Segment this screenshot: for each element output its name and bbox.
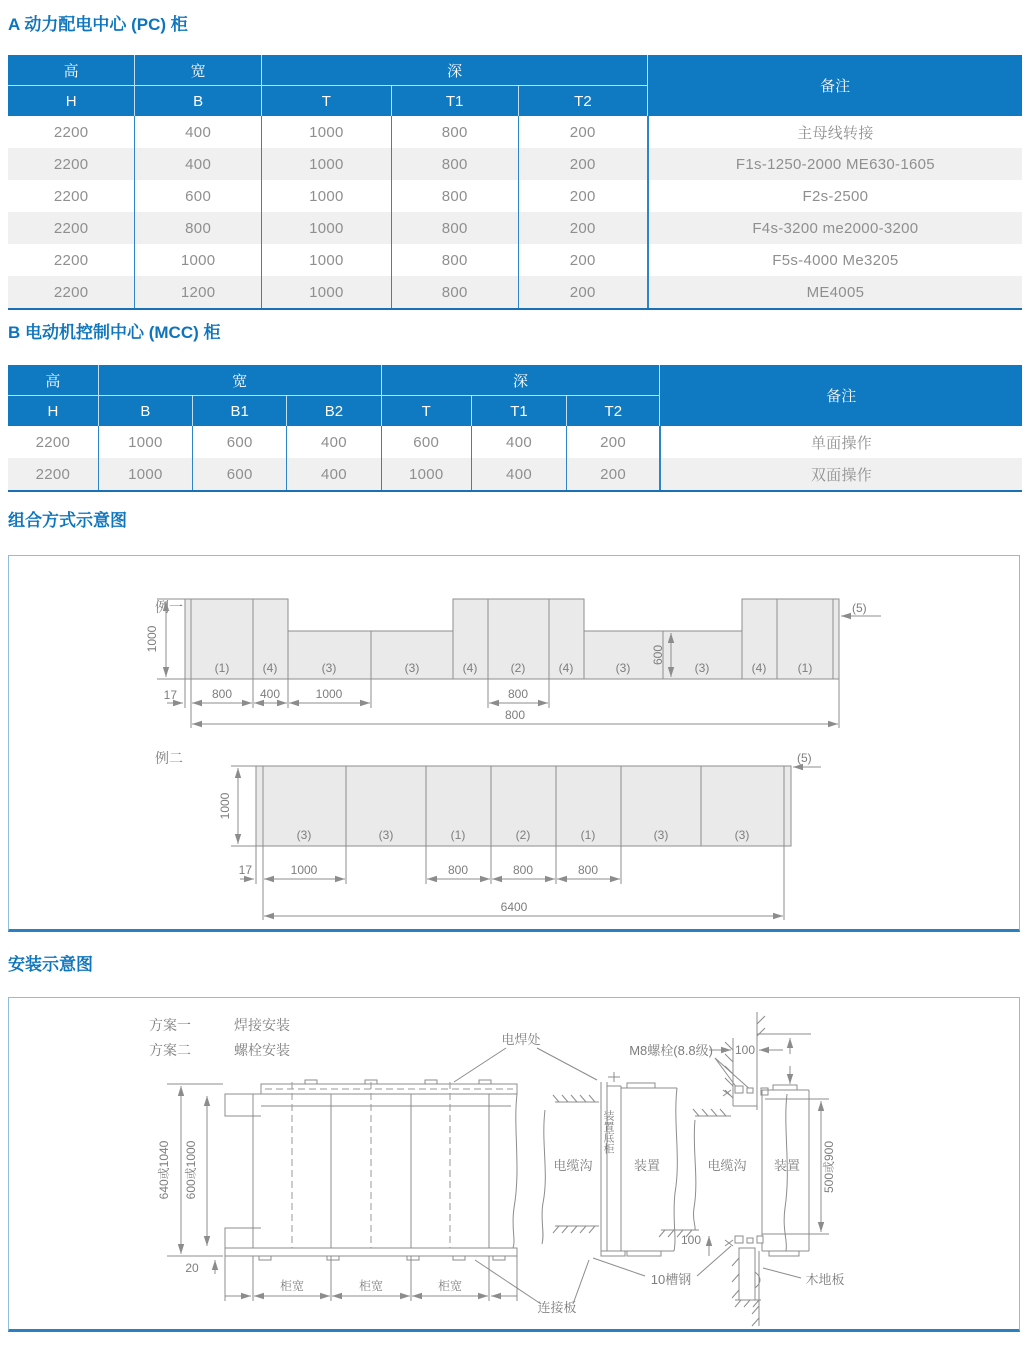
- col-subheader-h: H: [8, 86, 135, 117]
- section-a-title: A 动力配电中心 (PC) 柜: [8, 15, 188, 34]
- spec-cell: 800: [391, 276, 518, 309]
- dim-100-top: 100: [734, 1043, 756, 1057]
- spec-cell: 400: [287, 426, 381, 458]
- col-subheader-t: T: [262, 86, 392, 117]
- unit-label: (1): [450, 828, 466, 842]
- dim-label: 800: [447, 863, 469, 877]
- dim-total-label: 6400: [500, 900, 528, 914]
- spec-cell: 200: [518, 148, 648, 180]
- remark-cell: 双面操作: [660, 458, 1022, 491]
- unit-label: (3): [321, 661, 337, 675]
- table-row: [8, 276, 1022, 309]
- cable-trench-label: 电缆沟: [707, 1158, 747, 1173]
- spec-cell: 1000: [98, 458, 192, 491]
- example2-diagram: [155, 750, 821, 920]
- spec-cell: 400: [287, 458, 381, 491]
- device-label: 装置: [773, 1158, 801, 1173]
- spec-cell: 1000: [262, 212, 392, 244]
- dim-total-label: 800: [504, 708, 526, 722]
- table-row: [8, 148, 1022, 180]
- spec-cell: 2200: [8, 244, 135, 276]
- dim-mid-height-label: 600: [651, 644, 665, 666]
- device-label: 装置: [633, 1158, 661, 1173]
- spec-cell: 600: [193, 458, 287, 491]
- end-panel: [784, 766, 791, 846]
- unit-label: (1): [214, 661, 230, 675]
- wooden-floor-label: 木地板: [805, 1272, 845, 1287]
- spec-cell: 200: [567, 426, 660, 458]
- m8-bolt-label: M8螺栓(8.8级): [629, 1043, 713, 1058]
- end-panel-label: (5): [797, 751, 812, 765]
- table-row: [8, 116, 1022, 148]
- mcc-cabinet-table: [8, 365, 1022, 492]
- spec-cell: 600: [193, 426, 287, 458]
- col-header-width: 宽: [135, 55, 262, 86]
- spec-cell: 2200: [8, 458, 98, 491]
- col-subheader-b1: B1: [193, 396, 287, 427]
- spec-cell: 800: [391, 116, 518, 148]
- unit-label: (3): [615, 661, 631, 675]
- col-header-depth: 深: [262, 55, 648, 86]
- col-header-depth: 深: [381, 365, 660, 396]
- unit-label: (2): [515, 828, 531, 842]
- spec-cell: 2200: [8, 148, 135, 180]
- spec-cell: 1000: [262, 180, 392, 212]
- col-subheader-b: B: [98, 396, 192, 427]
- spec-cell: 200: [518, 244, 648, 276]
- end-panel-label: (5): [852, 601, 867, 615]
- installation-legend: [149, 1017, 290, 1058]
- unit-label: (4): [751, 661, 767, 675]
- dim-end-label: 17: [163, 688, 177, 702]
- example1-label: 例一: [155, 599, 183, 615]
- scheme2-label: 方案二: [149, 1042, 191, 1058]
- welded-install-section: [454, 1032, 677, 1256]
- table-row: [8, 212, 1022, 244]
- spec-cell: 200: [518, 180, 648, 212]
- spec-cell: 2200: [8, 276, 135, 309]
- spec-cell: 2200: [8, 116, 135, 148]
- col-subheader-t2: T2: [518, 86, 648, 117]
- spec-cell: 200: [518, 116, 648, 148]
- dim-label: 800: [211, 687, 233, 701]
- spec-cell: 800: [391, 212, 518, 244]
- example2-label: 例二: [155, 750, 183, 766]
- installation-diagram: [9, 998, 1019, 1329]
- dim-label: 400: [259, 687, 281, 701]
- channel-steel-label: 10槽钢: [650, 1272, 692, 1287]
- installation-diagram-panel: [8, 997, 1020, 1332]
- col-subheader-b2: B2: [287, 396, 381, 427]
- spec-cell: 1000: [135, 244, 262, 276]
- unit-label: (3): [296, 828, 312, 842]
- spec-cell: 2200: [8, 212, 135, 244]
- col-subheader-t1: T1: [471, 396, 566, 427]
- weld-point-label: 电焊处: [501, 1032, 541, 1047]
- dim-label: 800: [507, 687, 529, 701]
- spec-cell: 800: [391, 244, 518, 276]
- spec-cell: 200: [518, 276, 648, 309]
- dim-height-label: 1000: [218, 792, 232, 820]
- col-subheader-t: T: [381, 396, 471, 427]
- remark-cell: F2s-2500: [648, 180, 1022, 212]
- table-row: [8, 244, 1022, 276]
- unit-label: (4): [262, 661, 278, 675]
- spec-cell: 2200: [8, 426, 98, 458]
- combination-diagram-panel: [8, 555, 1020, 932]
- cabinet-width-label: 柜宽: [437, 1279, 463, 1293]
- cabinet-width-label: 柜宽: [279, 1279, 305, 1293]
- cabinet-width-label: 柜宽: [358, 1279, 384, 1293]
- remark-cell: ME4005: [648, 276, 1022, 309]
- table-row: [8, 426, 1022, 458]
- table-row: [8, 180, 1022, 212]
- dim-20: 20: [185, 1261, 199, 1275]
- dim-height-label: 1000: [145, 625, 159, 653]
- unit-label: (1): [580, 828, 596, 842]
- connecting-plate-label: 连接板: [537, 1300, 577, 1315]
- col-header-height: 高: [8, 55, 135, 86]
- scheme1-method: 焊接安装: [234, 1017, 290, 1033]
- dim-640-1040: 640或1040: [157, 1140, 171, 1200]
- spec-cell: 400: [471, 458, 566, 491]
- spec-cell: 400: [135, 148, 262, 180]
- spec-cell: 2200: [8, 180, 135, 212]
- spec-cell: 1000: [98, 426, 192, 458]
- col-subheader-h: H: [8, 396, 98, 427]
- pc-cabinet-table: [8, 55, 1022, 310]
- col-subheader-t1: T1: [391, 86, 518, 117]
- dim-label: 800: [577, 863, 599, 877]
- scheme1-label: 方案一: [149, 1017, 191, 1033]
- unit-label: (3): [378, 828, 394, 842]
- end-panel: [185, 599, 191, 679]
- dim-100-bottom: 100: [680, 1233, 702, 1247]
- base-plan-dimensions: [157, 1084, 589, 1315]
- spec-cell: 400: [135, 116, 262, 148]
- dim-label: 1000: [315, 687, 343, 701]
- spec-cell: 200: [518, 212, 648, 244]
- dim-label: 800: [512, 863, 534, 877]
- col-header-width: 宽: [98, 365, 381, 396]
- spec-cell: 600: [381, 426, 471, 458]
- dim-label: 1000: [290, 863, 318, 877]
- unit-label: (4): [462, 661, 478, 675]
- example1-diagram: [145, 599, 881, 728]
- table-row: [8, 458, 1022, 491]
- bolted-install-section: [593, 1012, 845, 1326]
- spec-cell: 800: [135, 212, 262, 244]
- dim-500-900: 500或900: [822, 1140, 836, 1194]
- dim-600-1000: 600或1000: [184, 1140, 198, 1200]
- base-plan-view: [225, 1080, 517, 1260]
- unit-label: (3): [734, 828, 750, 842]
- end-panel: [833, 599, 839, 679]
- spec-cell: 600: [135, 180, 262, 212]
- combination-title: 组合方式示意图: [8, 511, 127, 530]
- spec-cell: 1000: [262, 148, 392, 180]
- table-header-row: [8, 365, 1022, 396]
- section-b-title: B 电动机控制中心 (MCC) 柜: [8, 323, 221, 342]
- spec-cell: 1000: [381, 458, 471, 491]
- unit-label: (3): [404, 661, 420, 675]
- remark-cell: 主母线转接: [648, 116, 1022, 148]
- device-bottom-cabinet-label: 装置底柜: [602, 1110, 614, 1154]
- spec-cell: 1000: [262, 276, 392, 309]
- spec-cell: 800: [391, 180, 518, 212]
- unit-label: (2): [510, 661, 526, 675]
- col-header-remark: 备注: [648, 55, 1022, 116]
- spec-cell: 200: [567, 458, 660, 491]
- remark-cell: 单面操作: [660, 426, 1022, 458]
- col-header-height: 高: [8, 365, 98, 396]
- remark-cell: F5s-4000 Me3205: [648, 244, 1022, 276]
- table-header-row: [8, 55, 1022, 86]
- spec-cell: 1200: [135, 276, 262, 309]
- remark-cell: F4s-3200 me2000-3200: [648, 212, 1022, 244]
- combination-diagram: [9, 556, 1019, 929]
- unit-label: (4): [558, 661, 574, 675]
- spec-cell: 1000: [262, 244, 392, 276]
- unit-label: (1): [797, 661, 813, 675]
- remark-cell: F1s-1250-2000 ME630-1605: [648, 148, 1022, 180]
- unit-label: (3): [653, 828, 669, 842]
- scheme2-method: 螺栓安装: [234, 1042, 290, 1058]
- spec-cell: 800: [391, 148, 518, 180]
- col-header-remark: 备注: [660, 365, 1022, 426]
- spec-cell: 1000: [262, 116, 392, 148]
- unit-label: (3): [694, 661, 710, 675]
- dim-end-label: 17: [238, 863, 252, 877]
- col-subheader-b: B: [135, 86, 262, 117]
- end-panel: [256, 766, 263, 846]
- cable-trench-label: 电缆沟: [553, 1158, 593, 1173]
- col-subheader-t2: T2: [567, 396, 660, 427]
- spec-cell: 400: [471, 426, 566, 458]
- installation-title: 安装示意图: [8, 955, 93, 974]
